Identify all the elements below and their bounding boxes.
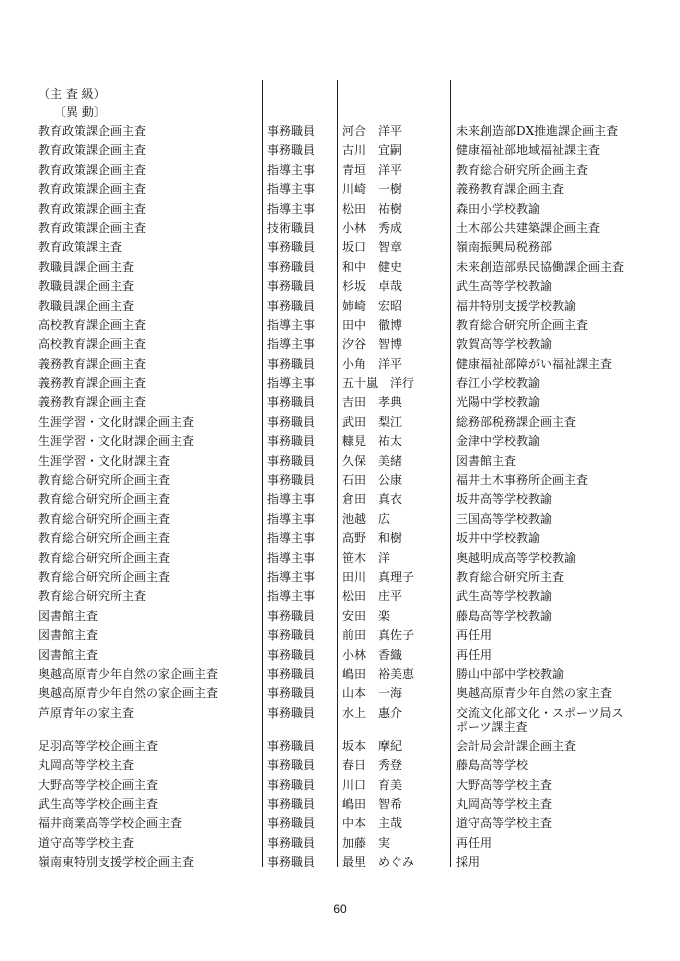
position-cell: 教育総合研究所企画主査 — [38, 569, 171, 584]
name-cell: 武田 梨江 — [342, 414, 403, 429]
previous-post-cell: 光陽中学校教諭 — [456, 395, 541, 410]
grade-cell: 指導主事 — [267, 492, 316, 507]
table-row — [0, 490, 680, 509]
previous-post-cell: 春江小学校教諭 — [456, 376, 541, 391]
name-cell: 池越 広 — [342, 511, 391, 526]
previous-post-cell: 勝山中部中学校教諭 — [456, 666, 565, 681]
previous-post-cell: 藤島高等学校教諭 — [456, 608, 553, 623]
previous-post-cell: 大野高等学校主査 — [456, 777, 553, 792]
grade-cell: 事務職員 — [267, 143, 316, 158]
name-cell: 小林 香織 — [342, 647, 403, 662]
table-row — [0, 277, 680, 296]
previous-post-cell: 奥越明成高等学校教諭 — [456, 550, 577, 565]
name-cell: 河合 洋平 — [342, 124, 403, 138]
previous-post-cell: 義務教育課企画主査 — [456, 182, 565, 197]
table-row — [0, 795, 680, 814]
position-cell: 芦原青年の家主査 — [38, 705, 135, 720]
grade-cell: 指導主事 — [267, 376, 316, 391]
table-row — [0, 161, 680, 180]
name-cell: 古川 宜嗣 — [342, 143, 403, 158]
position-cell: 教育総合研究所企画主査 — [38, 531, 171, 546]
position-cell: 教職員課企画主査 — [38, 298, 135, 313]
table-row — [0, 471, 680, 490]
name-cell: 青垣 洋平 — [342, 162, 403, 177]
table-row — [0, 141, 680, 160]
previous-post-cell: 図書館主査 — [456, 453, 517, 468]
grade-cell: 指導主事 — [267, 201, 316, 216]
position-cell: 嶺南東特別支援学校企画主査 — [38, 855, 195, 870]
previous-post-cell: 土木部公共建築課企画主査 — [456, 220, 601, 235]
position-cell: 図書館主査 — [38, 628, 99, 643]
position-cell: 福井商業高等学校企画主査 — [38, 816, 183, 831]
previous-post-cell: 坂井高等学校教諭 — [456, 492, 553, 507]
grade-cell: 事務職員 — [267, 705, 316, 720]
table-row — [0, 393, 680, 412]
table-row — [0, 180, 680, 199]
grade-cell: 事務職員 — [267, 395, 316, 410]
previous-post-cell: 福井土木事務所企画主査 — [456, 473, 589, 488]
previous-post-cell: 坂井中学校教諭 — [456, 531, 541, 546]
grade-cell: 事務職員 — [267, 434, 316, 449]
table-row — [0, 607, 680, 626]
table-row — [0, 238, 680, 257]
previous-post-cell: 再任用 — [456, 628, 493, 643]
previous-post-cell: 武生高等学校教諭 — [456, 589, 553, 604]
position-cell: 教育政策課企画主査 — [38, 182, 147, 197]
name-cell: 姉崎 宏昭 — [342, 298, 403, 313]
name-cell: 坂口 智章 — [342, 240, 403, 255]
name-cell: 吉田 孝典 — [342, 395, 403, 410]
position-cell: 生涯学習・文化財課企画主査 — [38, 414, 195, 429]
name-cell: 小林 秀成 — [342, 220, 403, 235]
previous-post-cell: 奥越高原青少年自然の家主査 — [456, 686, 613, 701]
position-cell: 教育総合研究所企画主査 — [38, 492, 171, 507]
name-cell: 和中 健史 — [342, 259, 403, 274]
grade-cell: 事務職員 — [267, 414, 316, 429]
grade-cell: 事務職員 — [267, 796, 316, 811]
table-row — [0, 834, 680, 853]
table-row — [0, 587, 680, 606]
grade-cell: 指導主事 — [267, 511, 316, 526]
name-cell: 久保 美緒 — [342, 453, 403, 468]
grade-cell: 指導主事 — [267, 569, 316, 584]
position-cell: 大野高等学校企画主査 — [38, 777, 159, 792]
position-cell: 教育政策課企画主査 — [38, 220, 147, 235]
name-cell: 杉坂 卓哉 — [342, 279, 403, 294]
previous-post-cell: 教育総合研究所主査 — [456, 569, 565, 584]
table-row — [0, 510, 680, 529]
previous-post-cell: 未来創造部県民協働課企画主査 — [456, 259, 625, 274]
table-row — [0, 853, 680, 872]
previous-post-cell: 再任用 — [456, 835, 493, 850]
position-cell: 教育総合研究所企画主査 — [38, 473, 171, 488]
position-cell: 図書館主査 — [38, 608, 99, 623]
grade-cell: 事務職員 — [267, 835, 316, 850]
name-cell: 水上 惠介 — [342, 705, 403, 720]
table-row — [0, 432, 680, 451]
previous-post-cell: 採用 — [456, 855, 481, 870]
table-row — [0, 355, 680, 374]
name-cell: 倉田 真衣 — [342, 492, 403, 507]
position-cell: 丸岡高等学校主査 — [38, 758, 135, 773]
name-cell: 山本 一海 — [342, 686, 403, 701]
table-row — [0, 122, 680, 141]
position-cell: 奥越高原青少年自然の家企画主査 — [38, 666, 219, 681]
name-cell: 中本 主哉 — [342, 816, 403, 831]
previous-post-cell: 敦賀高等学校教諭 — [456, 337, 553, 352]
name-cell: 松田 庄平 — [342, 589, 403, 604]
grade-cell: 事務職員 — [267, 777, 316, 792]
table-row — [0, 776, 680, 795]
grade-cell: 指導主事 — [267, 550, 316, 565]
previous-post-cell: 交流文化部文化・スポーツ局スポーツ課主査 — [456, 705, 624, 734]
table-row — [0, 665, 680, 684]
position-cell: 道守高等学校主査 — [38, 835, 135, 850]
previous-post-cell: 森田小学校教諭 — [456, 201, 541, 216]
name-cell: 坂本 摩紀 — [342, 738, 403, 753]
name-cell: 松田 祐樹 — [342, 201, 403, 216]
previous-post-cell: 丸岡高等学校主査 — [456, 796, 553, 811]
name-cell: 川口 育美 — [342, 777, 403, 792]
position-cell: 教育総合研究所主査 — [38, 589, 147, 604]
grade-cell: 事務職員 — [267, 738, 316, 753]
position-cell: 足羽高等学校企画主査 — [38, 738, 159, 753]
table-row — [0, 626, 680, 645]
grade-cell: 指導主事 — [267, 589, 316, 604]
position-cell: 教育政策課企画主査 — [38, 124, 147, 138]
section-title: （主 査 級） — [38, 87, 106, 101]
table-row — [0, 814, 680, 833]
position-cell: 義務教育課企画主査 — [38, 395, 147, 410]
previous-post-cell: 健康福祉部障がい福祉課主査 — [456, 356, 613, 371]
grade-cell: 指導主事 — [267, 182, 316, 197]
previous-post-cell: 健康福祉部地域福祉課主査 — [456, 143, 601, 158]
grade-cell: 事務職員 — [267, 259, 316, 274]
position-cell: 教育政策課企画主査 — [38, 162, 147, 177]
previous-post-cell: 教育総合研究所企画主査 — [456, 317, 589, 332]
position-cell: 教育総合研究所企画主査 — [38, 550, 171, 565]
grade-cell: 事務職員 — [267, 124, 316, 138]
grade-cell: 技術職員 — [267, 220, 316, 235]
grade-cell: 指導主事 — [267, 531, 316, 546]
previous-post-cell: 嶺南振興局税務部 — [456, 240, 553, 255]
previous-post-cell: 武生高等学校教諭 — [456, 279, 553, 294]
page-number: 60 — [333, 902, 347, 916]
name-cell: 小角 洋平 — [342, 356, 403, 371]
position-cell: 教職員課企画主査 — [38, 279, 135, 294]
table-row — [0, 316, 680, 335]
name-cell: 嶋田 智希 — [342, 796, 403, 811]
previous-post-cell: 再任用 — [456, 647, 493, 662]
previous-post-cell: 金津中学校教諭 — [456, 434, 541, 449]
table-row — [0, 219, 680, 238]
table-row — [0, 549, 680, 568]
subsection-title: 〔異 動〕 — [54, 105, 106, 119]
grade-cell: 事務職員 — [267, 240, 316, 255]
grade-cell: 事務職員 — [267, 628, 316, 643]
position-cell: 高校教育課企画主査 — [38, 337, 147, 352]
position-cell: 生涯学習・文化財課主査 — [38, 453, 171, 468]
grade-cell: 事務職員 — [267, 855, 316, 870]
name-cell: 春日 秀登 — [342, 758, 403, 773]
name-cell: 加藤 実 — [342, 835, 391, 850]
table-row — [0, 529, 680, 548]
grade-cell: 事務職員 — [267, 298, 316, 313]
position-cell: 教職員課企画主査 — [38, 259, 135, 274]
grade-cell: 事務職員 — [267, 279, 316, 294]
table-row — [0, 756, 680, 775]
grade-cell: 事務職員 — [267, 816, 316, 831]
name-cell: 田中 徹博 — [342, 317, 403, 332]
name-cell: 汐谷 智博 — [342, 337, 403, 352]
name-cell: 最里 めぐみ — [342, 855, 415, 870]
personnel-list — [0, 122, 680, 872]
table-row — [0, 452, 680, 471]
previous-post-cell: 総務部税務課企画主査 — [456, 414, 577, 429]
grade-cell: 事務職員 — [267, 686, 316, 701]
name-cell: 笹木 洋 — [342, 550, 391, 565]
table-row — [0, 374, 680, 393]
table-row — [0, 568, 680, 587]
name-cell: 糠見 祐太 — [342, 434, 403, 449]
previous-post-cell: 未来創造部DX推進課企画主査 — [456, 124, 619, 138]
position-cell: 図書館主査 — [38, 647, 99, 662]
table-row — [0, 297, 680, 316]
grade-cell: 指導主事 — [267, 337, 316, 352]
table-row — [0, 704, 680, 737]
table-row — [0, 200, 680, 219]
previous-post-cell: 道守高等学校主査 — [456, 816, 553, 831]
name-cell: 安田 楽 — [342, 608, 391, 623]
table-row — [0, 737, 680, 756]
name-cell: 川崎 一樹 — [342, 182, 403, 197]
position-cell: 生涯学習・文化財課企画主査 — [38, 434, 195, 449]
grade-cell: 事務職員 — [267, 758, 316, 773]
grade-cell: 指導主事 — [267, 162, 316, 177]
grade-cell: 事務職員 — [267, 356, 316, 371]
position-cell: 教育政策課主査 — [38, 240, 123, 255]
name-cell: 石田 公康 — [342, 473, 403, 488]
grade-cell: 事務職員 — [267, 647, 316, 662]
grade-cell: 事務職員 — [267, 666, 316, 681]
previous-post-cell: 会計局会計課企画主査 — [456, 738, 577, 753]
position-cell: 義務教育課企画主査 — [38, 376, 147, 391]
table-row — [0, 684, 680, 703]
table-row — [0, 258, 680, 277]
name-cell: 高野 和樹 — [342, 531, 403, 546]
name-cell: 田川 真理子 — [342, 569, 415, 584]
position-cell: 教育総合研究所企画主査 — [38, 511, 171, 526]
position-cell: 教育政策課企画主査 — [38, 201, 147, 216]
table-row — [0, 413, 680, 432]
table-row — [0, 646, 680, 665]
grade-cell: 指導主事 — [267, 317, 316, 332]
grade-cell: 事務職員 — [267, 473, 316, 488]
table-row — [0, 335, 680, 354]
position-cell: 教育政策課企画主査 — [38, 143, 147, 158]
position-cell: 奥越高原青少年自然の家企画主査 — [38, 686, 219, 701]
previous-post-cell: 教育総合研究所企画主査 — [456, 162, 589, 177]
previous-post-cell: 三国高等学校教諭 — [456, 511, 553, 526]
grade-cell: 事務職員 — [267, 453, 316, 468]
grade-cell: 事務職員 — [267, 608, 316, 623]
previous-post-cell: 藤島高等学校 — [456, 758, 529, 773]
previous-post-cell: 福井特別支援学校教諭 — [456, 298, 577, 313]
name-cell: 嶋田 裕美恵 — [342, 666, 415, 681]
position-cell: 高校教育課企画主査 — [38, 317, 147, 332]
position-cell: 武生高等学校企画主査 — [38, 796, 159, 811]
position-cell: 義務教育課企画主査 — [38, 356, 147, 371]
name-cell: 五十嵐 洋行 — [342, 376, 415, 391]
name-cell: 前田 真佐子 — [342, 628, 415, 643]
